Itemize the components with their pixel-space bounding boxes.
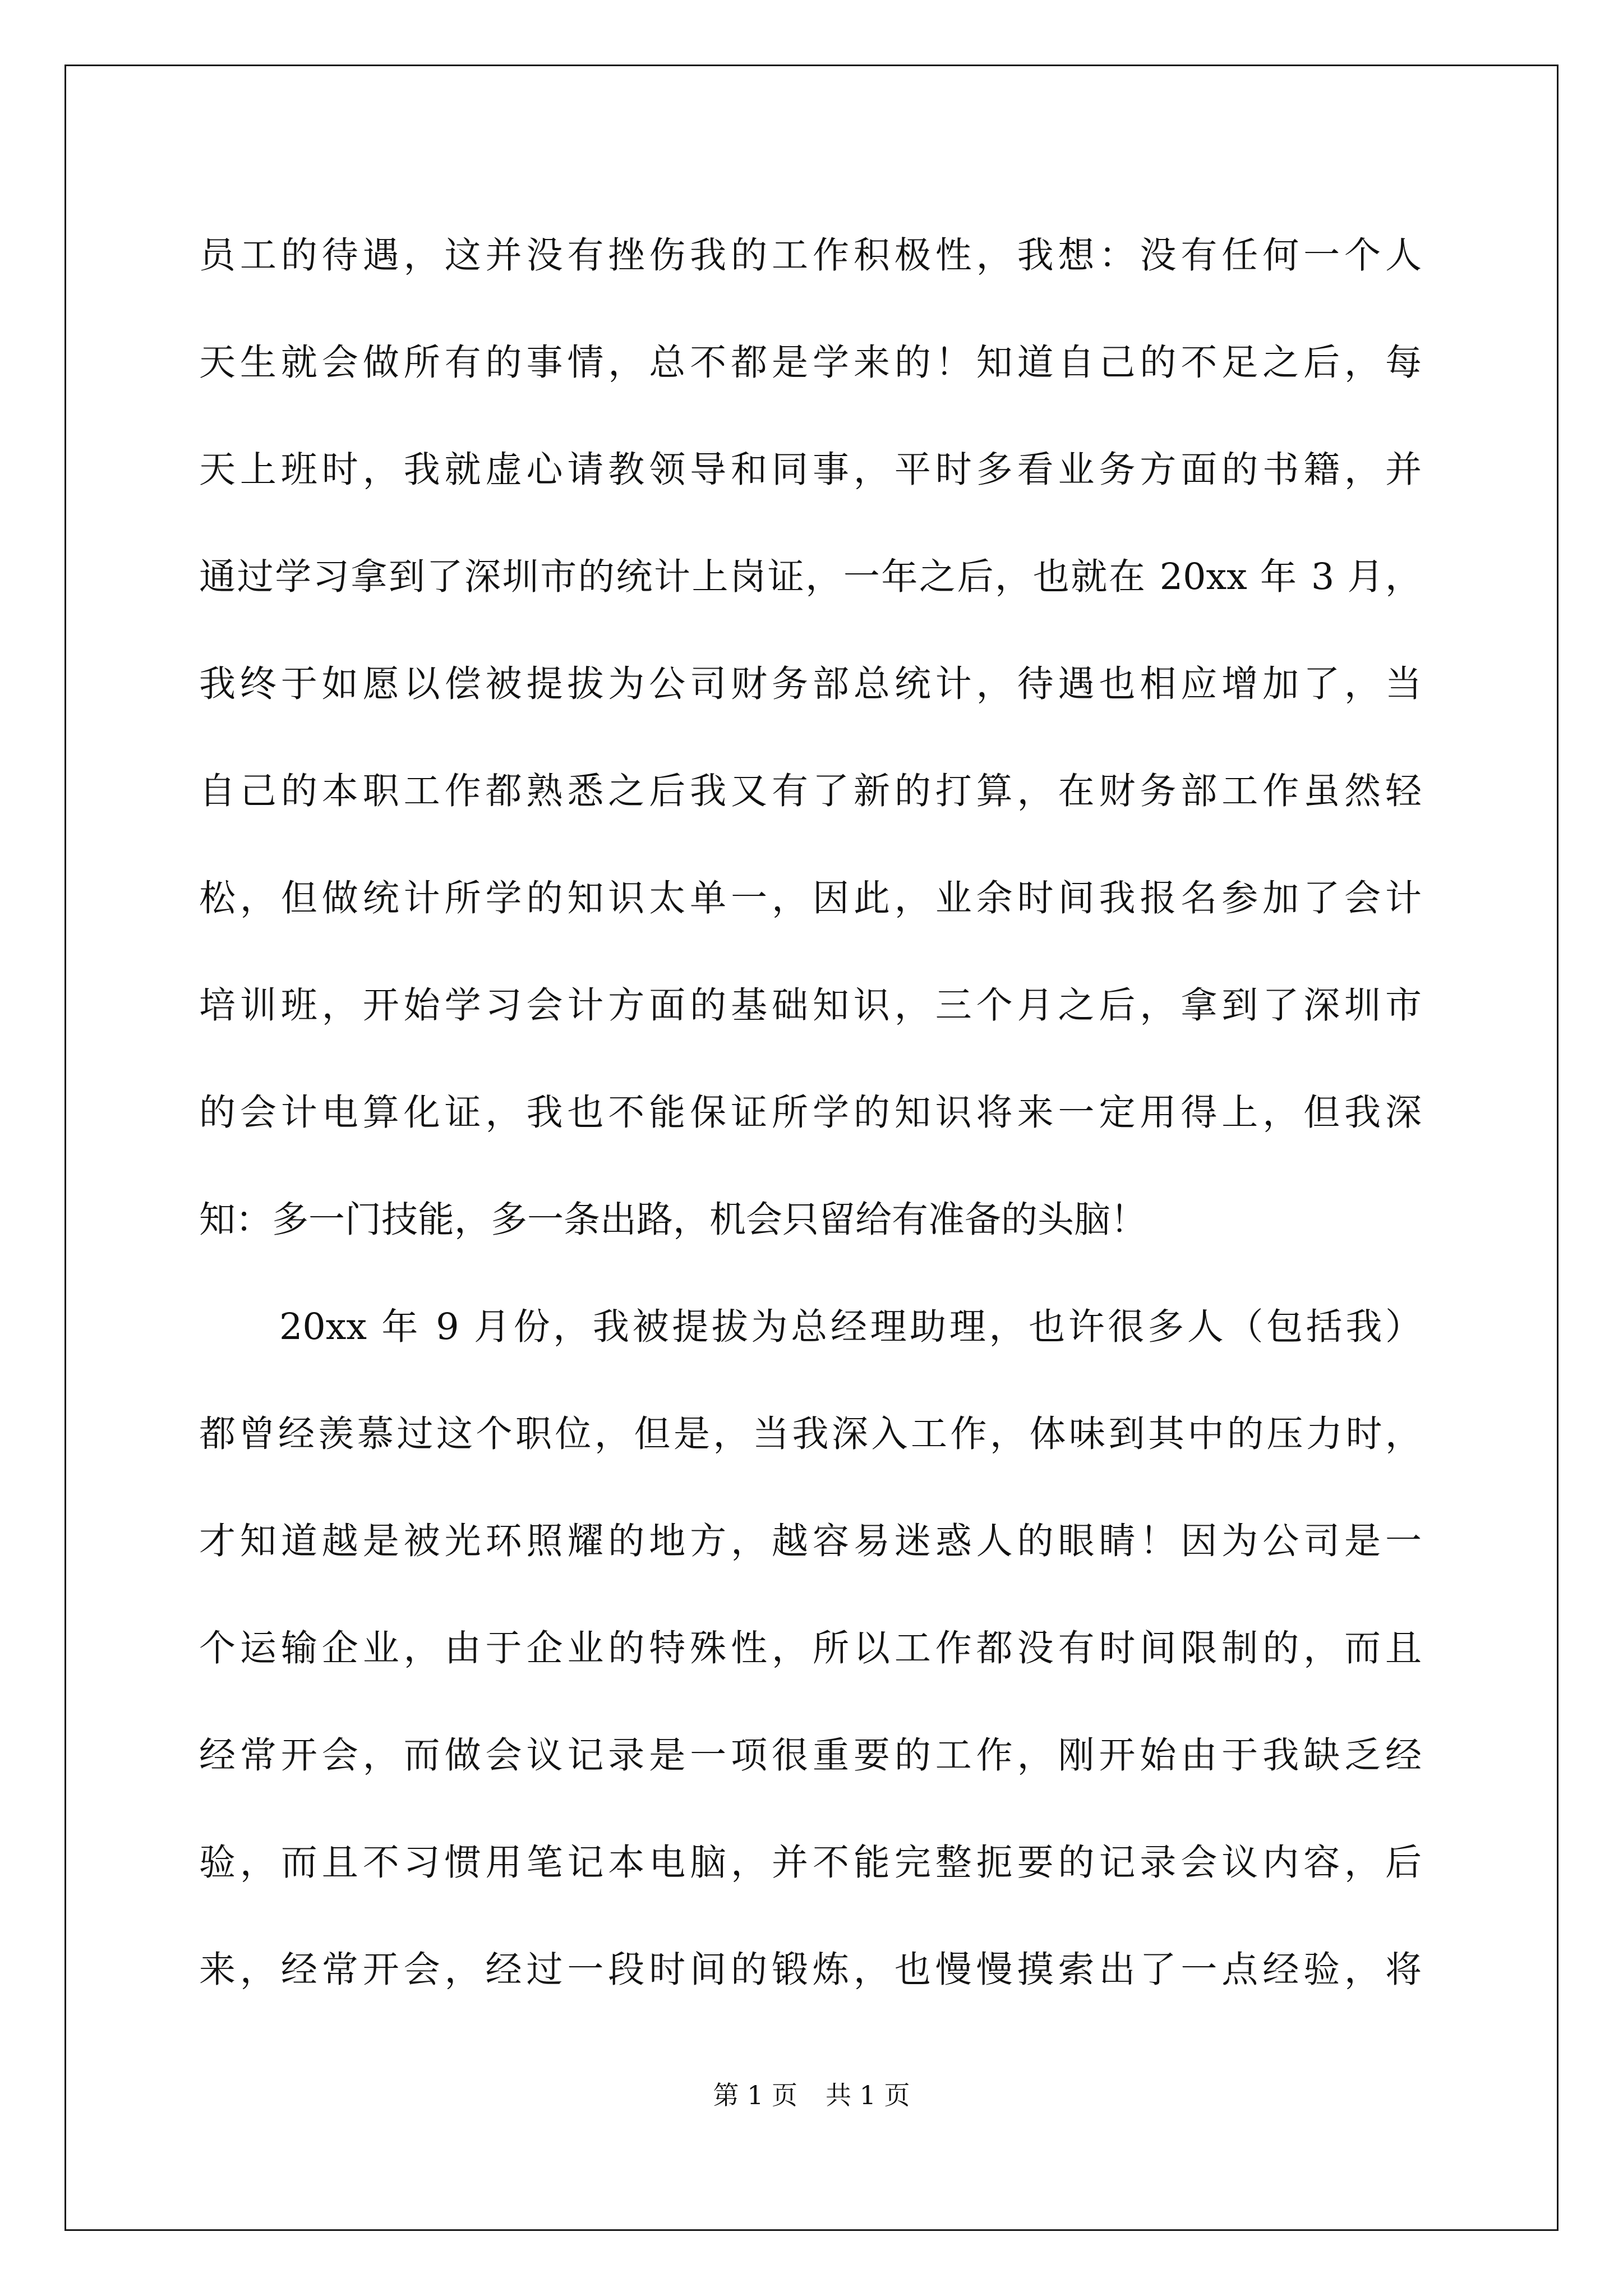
page-footer: [0, 2078, 1623, 2112]
text-line: 个运输企业，由于企业的特殊性，所以工作都没有时间限制的，而且: [199, 1627, 1422, 1669]
total-pages: 共 1 页: [826, 2080, 910, 2110]
text-line: 的会计电算化证，我也不能保证所学的知识将来一定用得上，但我深: [199, 1092, 1422, 1134]
text-line: 自己的本职工作都熟悉之后我又有了新的打算，在财务部工作虽然轻: [199, 770, 1422, 812]
page-number: 第 1 页: [713, 2080, 797, 2110]
document-body: [199, 202, 1422, 2023]
text-line: 天生就会做所有的事情，总不都是学来的！知道自己的不足之后，每: [199, 342, 1422, 384]
text-line: 经常开会，而做会议记录是一项很重要的工作，刚开始由于我缺乏经: [199, 1734, 1422, 1777]
text-line: 都曾经羡慕过这个职位，但是，当我深入工作，体味到其中的压力时，: [199, 1413, 1422, 1455]
text-line: 松，但做统计所学的知识太单一，因此，业余时间我报名参加了会计: [199, 877, 1422, 919]
text-line: 天上班时，我就虚心请教领导和同事，平时多看业务方面的书籍，并: [199, 449, 1422, 491]
text-line: 验，而且不习惯用笔记本电脑，并不能完整扼要的记录会议内容，后: [199, 1842, 1422, 1884]
paragraph-end-line: 知：多一门技能，多一条出路，机会只留给有准备的头脑！: [199, 1199, 1147, 1241]
text-line: 通过学习拿到了深圳市的统计上岗证，一年之后，也就在 20xx 年 3 月，: [199, 556, 1422, 598]
text-line: 我终于如愿以偿被提拔为公司财务部总统计，待遇也相应增加了，当: [199, 663, 1422, 705]
text-line: 员工的待遇，这并没有挫伤我的工作积极性，我想：没有任何一个人: [199, 234, 1422, 277]
text-line: 培训班，开始学习会计方面的基础知识，三个月之后，拿到了深圳市: [199, 984, 1422, 1027]
text-line: 来，经常开会，经过一段时间的锻炼，也慢慢摸索出了一点经验，将: [199, 1949, 1422, 1991]
text-line: 才知道越是被光环照耀的地方，越容易迷惑人的眼睛！因为公司是一: [199, 1520, 1422, 1562]
paragraph-first-line: 20xx 年 9 月份，我被提拔为总经理助理，也许很多人（包括我）: [279, 1306, 1422, 1348]
